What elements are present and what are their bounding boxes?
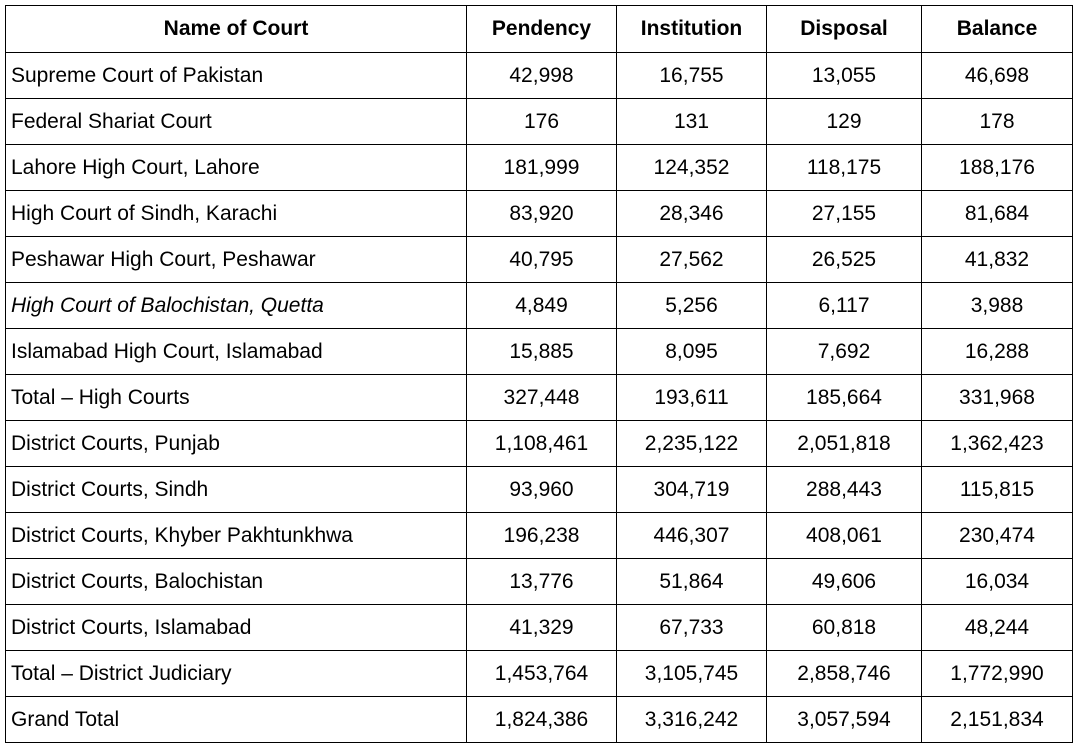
institution-cell: 28,346	[617, 191, 767, 237]
balance-cell: 41,832	[922, 237, 1073, 283]
disposal-cell: 3,057,594	[767, 697, 922, 743]
court-statistics-table	[5, 5, 1073, 743]
disposal-cell: 288,443	[767, 467, 922, 513]
balance-cell: 331,968	[922, 375, 1073, 421]
court-name-cell: Federal Shariat Court	[6, 99, 467, 145]
court-name-cell: District Courts, Islamabad	[6, 605, 467, 651]
header-row	[6, 6, 1073, 53]
table-row	[6, 145, 1073, 191]
court-name-cell: District Courts, Punjab	[6, 421, 467, 467]
table-row	[6, 605, 1073, 651]
court-name-cell: Total – High Courts	[6, 375, 467, 421]
table-row	[6, 513, 1073, 559]
pendency-cell: 1,824,386	[467, 697, 617, 743]
institution-cell: 5,256	[617, 283, 767, 329]
pendency-cell: 13,776	[467, 559, 617, 605]
pendency-cell: 93,960	[467, 467, 617, 513]
table-row	[6, 467, 1073, 513]
table-row	[6, 329, 1073, 375]
pendency-cell: 181,999	[467, 145, 617, 191]
disposal-cell: 7,692	[767, 329, 922, 375]
court-name-cell: Grand Total	[6, 697, 467, 743]
balance-cell: 16,034	[922, 559, 1073, 605]
pendency-cell: 1,453,764	[467, 651, 617, 697]
court-name-cell: Peshawar High Court, Peshawar	[6, 237, 467, 283]
court-name-cell: District Courts, Khyber Pakhtunkhwa	[6, 513, 467, 559]
header-institution: Institution	[617, 6, 767, 53]
balance-cell: 115,815	[922, 467, 1073, 513]
balance-cell: 230,474	[922, 513, 1073, 559]
pendency-cell: 41,329	[467, 605, 617, 651]
court-name-cell: High Court of Balochistan, Quetta	[6, 283, 467, 329]
table-row	[6, 191, 1073, 237]
header-balance: Balance	[922, 6, 1073, 53]
table-row	[6, 697, 1073, 743]
institution-cell: 8,095	[617, 329, 767, 375]
court-name-cell: District Courts, Sindh	[6, 467, 467, 513]
court-name-cell: District Courts, Balochistan	[6, 559, 467, 605]
balance-cell: 178	[922, 99, 1073, 145]
disposal-cell: 27,155	[767, 191, 922, 237]
disposal-cell: 185,664	[767, 375, 922, 421]
institution-cell: 193,611	[617, 375, 767, 421]
court-name-cell: Supreme Court of Pakistan	[6, 53, 467, 99]
balance-cell: 1,772,990	[922, 651, 1073, 697]
balance-cell: 46,698	[922, 53, 1073, 99]
institution-cell: 51,864	[617, 559, 767, 605]
disposal-cell: 2,051,818	[767, 421, 922, 467]
balance-cell: 1,362,423	[922, 421, 1073, 467]
institution-cell: 304,719	[617, 467, 767, 513]
disposal-cell: 26,525	[767, 237, 922, 283]
pendency-cell: 327,448	[467, 375, 617, 421]
table-row	[6, 421, 1073, 467]
court-name-cell: Total – District Judiciary	[6, 651, 467, 697]
table-row	[6, 375, 1073, 421]
disposal-cell: 2,858,746	[767, 651, 922, 697]
balance-cell: 16,288	[922, 329, 1073, 375]
disposal-cell: 60,818	[767, 605, 922, 651]
court-name-cell: High Court of Sindh, Karachi	[6, 191, 467, 237]
balance-cell: 3,988	[922, 283, 1073, 329]
pendency-cell: 42,998	[467, 53, 617, 99]
institution-cell: 446,307	[617, 513, 767, 559]
pendency-cell: 176	[467, 99, 617, 145]
pendency-cell: 15,885	[467, 329, 617, 375]
disposal-cell: 13,055	[767, 53, 922, 99]
balance-cell: 48,244	[922, 605, 1073, 651]
institution-cell: 3,105,745	[617, 651, 767, 697]
balance-cell: 2,151,834	[922, 697, 1073, 743]
disposal-cell: 129	[767, 99, 922, 145]
institution-cell: 124,352	[617, 145, 767, 191]
institution-cell: 67,733	[617, 605, 767, 651]
header-pendency: Pendency	[467, 6, 617, 53]
pendency-cell: 40,795	[467, 237, 617, 283]
pendency-cell: 1,108,461	[467, 421, 617, 467]
disposal-cell: 49,606	[767, 559, 922, 605]
table-row	[6, 53, 1073, 99]
balance-cell: 188,176	[922, 145, 1073, 191]
table-row	[6, 99, 1073, 145]
balance-cell: 81,684	[922, 191, 1073, 237]
institution-cell: 2,235,122	[617, 421, 767, 467]
institution-cell: 27,562	[617, 237, 767, 283]
pendency-cell: 83,920	[467, 191, 617, 237]
disposal-cell: 408,061	[767, 513, 922, 559]
disposal-cell: 118,175	[767, 145, 922, 191]
header-name-of-court: Name of Court	[6, 6, 467, 53]
table-row	[6, 559, 1073, 605]
pendency-cell: 196,238	[467, 513, 617, 559]
institution-cell: 131	[617, 99, 767, 145]
header-disposal: Disposal	[767, 6, 922, 53]
court-name-cell: Lahore High Court, Lahore	[6, 145, 467, 191]
court-name-cell: Islamabad High Court, Islamabad	[6, 329, 467, 375]
table-row	[6, 651, 1073, 697]
disposal-cell: 6,117	[767, 283, 922, 329]
table-row	[6, 237, 1073, 283]
institution-cell: 3,316,242	[617, 697, 767, 743]
institution-cell: 16,755	[617, 53, 767, 99]
pendency-cell: 4,849	[467, 283, 617, 329]
table-row	[6, 283, 1073, 329]
